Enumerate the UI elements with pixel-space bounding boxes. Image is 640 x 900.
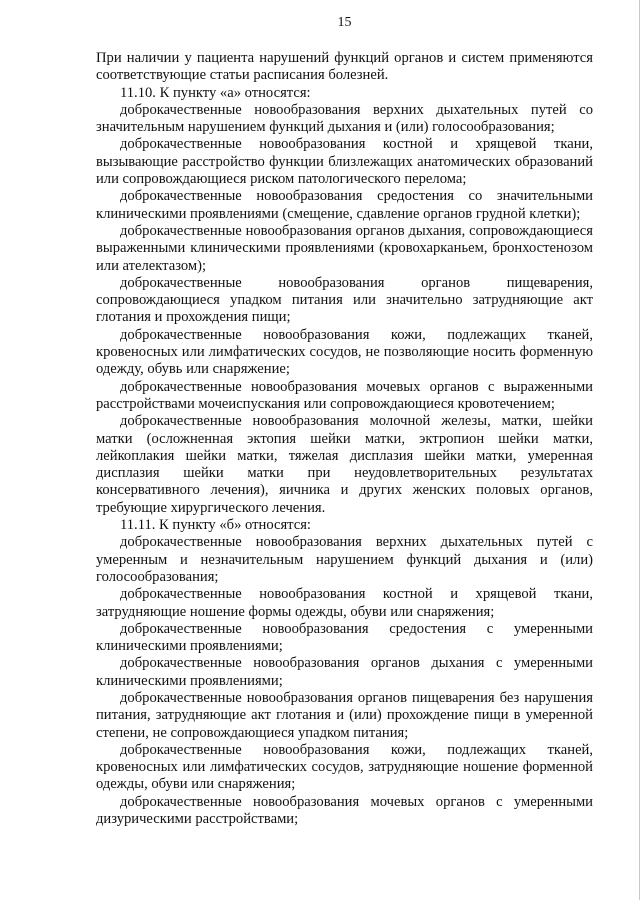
page-number: 15 [337, 15, 352, 30]
paragraph: доброкачественные новообразования мочевых органов с умеренными дизурическими расстройствами; [96, 793, 593, 828]
paragraph: При наличии у пациента нарушений функций органов и систем применяются соответствующие статьи расписания болезней. [96, 50, 593, 84]
paragraph: доброкачественные новообразования средостения со значительными клиническими проявлениями (смещение, сдавление органов грудной клетки); [96, 188, 593, 222]
paragraph: доброкачественные новообразования кожи, подлежащих тканей, кровеносных или лимфатических сосудов, не позволяющие носить форменную одежду, обувь или снаряжение; [96, 326, 593, 378]
paragraph: доброкачественные новообразования средостения с умеренными клиническими проявлениями; [96, 620, 593, 655]
paragraph: 11.10. К пункту «а» относятся: [120, 84, 311, 101]
paragraph: доброкачественные новообразования верхних дыхательных путей с умеренным и незначительным нарушением функций дыхания и (или) голосообразования; [96, 534, 593, 585]
paragraph: доброкачественные новообразования кожи, подлежащих тканей, кровеносных или лимфатических сосудов, затрудняющие ношение форменной одежды, обуви или снаряжения; [96, 741, 593, 793]
paragraph: доброкачественные новообразования органов пищеварения, сопровождающиеся упадком питания или значительно затрудняющие акт глотания и прохождения пищи; [96, 274, 593, 326]
paragraph: доброкачественные новообразования органов пищеварения без нарушения питания, затрудняющие акт глотания и (или) прохождение пищи в умеренной степени, не сопровождающиеся упадком питания; [96, 689, 593, 741]
paragraph: доброкачественные новообразования верхних дыхательных путей со значительным нарушением функций дыхания и (или) голосообразования; [96, 101, 593, 136]
document-body [96, 50, 593, 828]
paragraph: доброкачественные новообразования мочевых органов с выраженными расстройствами мочеиспускания или сопровождающиеся кровотечением; [96, 378, 593, 412]
paragraph: доброкачественные новообразования костной и хрящевой ткани, затрудняющие ношение формы одежды, обуви или снаряжения; [96, 586, 593, 620]
paragraph: доброкачественные новообразования органов дыхания с умеренными клиническими проявлениями; [96, 655, 593, 689]
paragraph: доброкачественные новообразования костной и хрящевой ткани, вызывающие расстройство функции близлежащих анатомических образований или сопровождающиеся риском патологического перелома; [96, 136, 593, 188]
paragraph: 11.11. К пункту «б» относятся: [120, 517, 311, 534]
paragraph: доброкачественные новообразования молочной железы, матки, шейки матки (осложненная эктопия шейки матки, эктропион шейки матки, лейкоплакия шейки матки, тяжелая дисплазия шейки матки, умеренная дисплазия шейки матки при неудовлетворительных результатах консервативного лечения), яичника и других женских половых органов, требующие хирургического лечения. [96, 413, 593, 516]
paragraph: доброкачественные новообразования органов дыхания, сопровождающиеся выраженными клиническими проявлениями (кровохарканьем, бронхостенозом или ателектазом); [96, 222, 593, 274]
